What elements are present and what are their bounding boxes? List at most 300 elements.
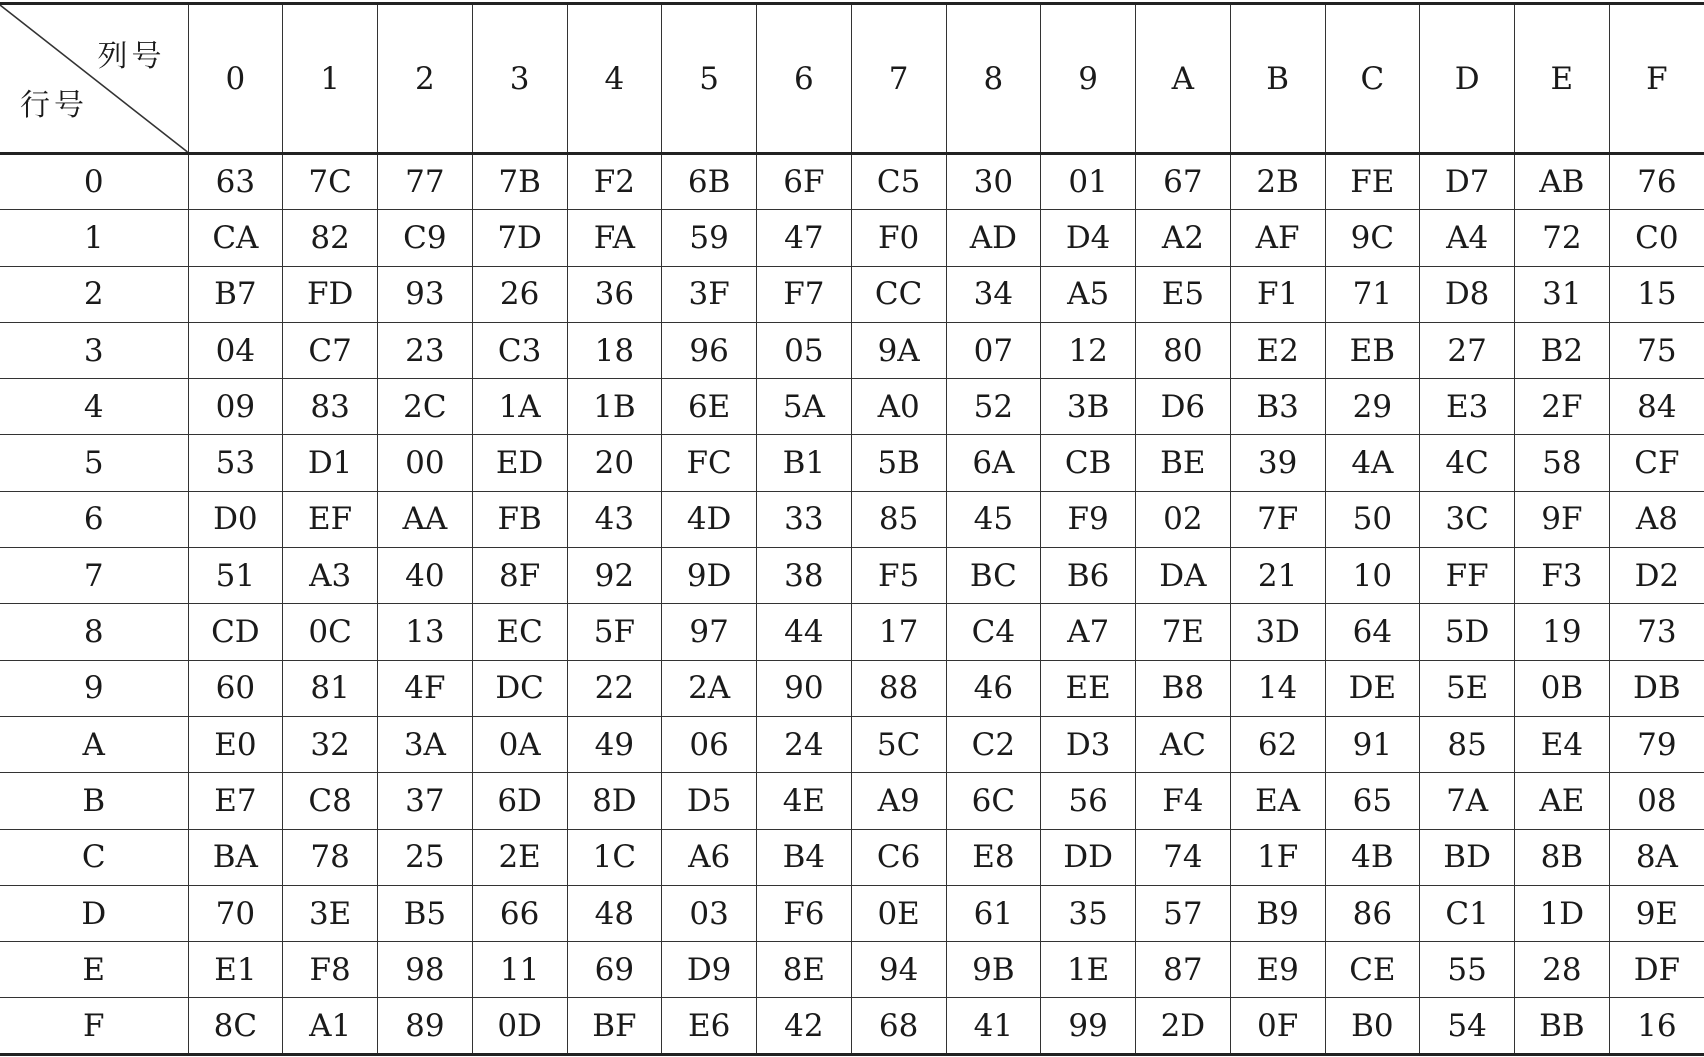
table-cell: A3 [283, 548, 378, 604]
table-cell: 50 [1325, 491, 1420, 547]
table-cell: 29 [1325, 379, 1420, 435]
table-cell: 40 [378, 548, 473, 604]
table-cell: 1E [1041, 942, 1136, 998]
row-header: 4 [0, 379, 188, 435]
table-cell: BE [1136, 435, 1231, 491]
table-row [0, 548, 1704, 604]
table-cell: 31 [1515, 266, 1610, 322]
table-cell: D9 [662, 942, 757, 998]
table-cell: DE [1325, 660, 1420, 716]
column-header: 2 [378, 4, 473, 154]
table-cell: 8A [1609, 829, 1704, 885]
table-cell: 1F [1230, 829, 1325, 885]
column-header: 3 [472, 4, 567, 154]
table-cell: F0 [851, 210, 946, 266]
table-cell: 94 [851, 942, 946, 998]
table-cell: 75 [1609, 322, 1704, 378]
table-row [0, 379, 1704, 435]
table-cell: E2 [1230, 322, 1325, 378]
table-cell: 30 [946, 154, 1041, 210]
table-cell: 3A [378, 716, 473, 772]
table-cell: 4A [1325, 435, 1420, 491]
table-cell: C2 [946, 716, 1041, 772]
table-cell: 9E [1609, 885, 1704, 941]
table-cell: 15 [1609, 266, 1704, 322]
table-row [0, 604, 1704, 660]
table-cell: 38 [757, 548, 852, 604]
table-cell: A6 [662, 829, 757, 885]
table-cell: 28 [1515, 942, 1610, 998]
column-header: 8 [946, 4, 1041, 154]
table-cell: 4D [662, 491, 757, 547]
table-cell: 0A [472, 716, 567, 772]
table-cell: E8 [946, 829, 1041, 885]
table-cell: DD [1041, 829, 1136, 885]
table-cell: CD [188, 604, 283, 660]
table-cell: BC [946, 548, 1041, 604]
sbox-table [0, 2, 1704, 1056]
column-header: D [1420, 4, 1515, 154]
table-cell: 6C [946, 773, 1041, 829]
table-cell: 13 [378, 604, 473, 660]
column-header: 4 [567, 4, 662, 154]
table-cell: 32 [283, 716, 378, 772]
table-cell: C6 [851, 829, 946, 885]
table-row [0, 660, 1704, 716]
table-cell: E9 [1230, 942, 1325, 998]
table-cell: 96 [662, 322, 757, 378]
table-cell: 20 [567, 435, 662, 491]
table-cell: 25 [378, 829, 473, 885]
table-cell: F2 [567, 154, 662, 210]
row-header: 0 [0, 154, 188, 210]
table-cell: 1A [472, 379, 567, 435]
table-cell: 2E [472, 829, 567, 885]
row-header: 2 [0, 266, 188, 322]
table-cell: 97 [662, 604, 757, 660]
table-cell: B3 [1230, 379, 1325, 435]
table-cell: B4 [757, 829, 852, 885]
table-cell: 09 [188, 379, 283, 435]
table-cell: FD [283, 266, 378, 322]
table-cell: FB [472, 491, 567, 547]
table-cell: 1C [567, 829, 662, 885]
table-cell: A8 [1609, 491, 1704, 547]
table-row [0, 716, 1704, 772]
table-cell: 34 [946, 266, 1041, 322]
column-header: F [1609, 4, 1704, 154]
row-header: 7 [0, 548, 188, 604]
table-cell: C4 [946, 604, 1041, 660]
table-cell: 92 [567, 548, 662, 604]
table-cell: C8 [283, 773, 378, 829]
table-cell: A0 [851, 379, 946, 435]
table-cell: 85 [1420, 716, 1515, 772]
table-cell: 81 [283, 660, 378, 716]
table-cell: A2 [1136, 210, 1231, 266]
table-cell: F9 [1041, 491, 1136, 547]
table-cell: B2 [1515, 322, 1610, 378]
table-cell: 27 [1420, 322, 1515, 378]
table-cell: B7 [188, 266, 283, 322]
column-header: 6 [757, 4, 852, 154]
column-number-label: 列号 [97, 39, 166, 74]
table-cell: 90 [757, 660, 852, 716]
column-header: E [1515, 4, 1610, 154]
table-cell: 5F [567, 604, 662, 660]
row-header: 3 [0, 322, 188, 378]
table-row [0, 322, 1704, 378]
table-cell: EA [1230, 773, 1325, 829]
table-cell: 11 [472, 942, 567, 998]
table-cell: C1 [1420, 885, 1515, 941]
table-cell: 8C [188, 998, 283, 1054]
column-header: 5 [662, 4, 757, 154]
table-cell: E0 [188, 716, 283, 772]
table-cell: E3 [1420, 379, 1515, 435]
table-cell: 41 [946, 998, 1041, 1054]
table-cell: 06 [662, 716, 757, 772]
table-cell: 82 [283, 210, 378, 266]
table-cell: B9 [1230, 885, 1325, 941]
table-cell: 21 [1230, 548, 1325, 604]
table-cell: C3 [472, 322, 567, 378]
table-cell: 65 [1325, 773, 1420, 829]
table-cell: 0D [472, 998, 567, 1054]
table-cell: 87 [1136, 942, 1231, 998]
table-cell: 5C [851, 716, 946, 772]
table-cell: 37 [378, 773, 473, 829]
table-cell: E1 [188, 942, 283, 998]
column-header: 9 [1041, 4, 1136, 154]
table-cell: C5 [851, 154, 946, 210]
table-cell: 19 [1515, 604, 1610, 660]
corner-cell [0, 4, 188, 154]
table-cell: 08 [1609, 773, 1704, 829]
table-cell: A1 [283, 998, 378, 1054]
diagonal-divider [0, 5, 188, 152]
row-header: 1 [0, 210, 188, 266]
table-cell: F8 [283, 942, 378, 998]
column-header: A [1136, 4, 1231, 154]
table-cell: 71 [1325, 266, 1420, 322]
table-cell: BA [188, 829, 283, 885]
table-cell: 93 [378, 266, 473, 322]
table-cell: 7F [1230, 491, 1325, 547]
table-cell: 59 [662, 210, 757, 266]
table-cell: F7 [757, 266, 852, 322]
table-cell: 47 [757, 210, 852, 266]
table-cell: 0E [851, 885, 946, 941]
table-row [0, 266, 1704, 322]
table-cell: D7 [1420, 154, 1515, 210]
table-cell: 12 [1041, 322, 1136, 378]
table-cell: B0 [1325, 998, 1420, 1054]
table-cell: 6A [946, 435, 1041, 491]
table-cell: 78 [283, 829, 378, 885]
table-cell: F5 [851, 548, 946, 604]
table-cell: 3F [662, 266, 757, 322]
table-cell: 03 [662, 885, 757, 941]
table-cell: D5 [662, 773, 757, 829]
table-cell: 9A [851, 322, 946, 378]
table-cell: FF [1420, 548, 1515, 604]
table-cell: AD [946, 210, 1041, 266]
table-cell: 0C [283, 604, 378, 660]
table-body [0, 154, 1704, 1055]
table-cell: F4 [1136, 773, 1231, 829]
table-cell: 86 [1325, 885, 1420, 941]
table-cell: DF [1609, 942, 1704, 998]
table-cell: B5 [378, 885, 473, 941]
table-cell: 4B [1325, 829, 1420, 885]
table-cell: 10 [1325, 548, 1420, 604]
table-cell: C9 [378, 210, 473, 266]
table-row [0, 998, 1704, 1054]
table-cell: D1 [283, 435, 378, 491]
table-cell: 99 [1041, 998, 1136, 1054]
table-cell: 14 [1230, 660, 1325, 716]
table-cell: 26 [472, 266, 567, 322]
table-row [0, 829, 1704, 885]
table-cell: AC [1136, 716, 1231, 772]
row-header: F [0, 998, 188, 1054]
table-cell: 7B [472, 154, 567, 210]
table-row [0, 773, 1704, 829]
table-cell: 83 [283, 379, 378, 435]
table-row [0, 942, 1704, 998]
table-cell: 17 [851, 604, 946, 660]
table-cell: 5B [851, 435, 946, 491]
table-cell: DB [1609, 660, 1704, 716]
table-cell: 7C [283, 154, 378, 210]
table-cell: 64 [1325, 604, 1420, 660]
table-cell: 63 [188, 154, 283, 210]
table-cell: CE [1325, 942, 1420, 998]
table-cell: 68 [851, 998, 946, 1054]
table-cell: 67 [1136, 154, 1231, 210]
table-cell: BD [1420, 829, 1515, 885]
table-cell: 49 [567, 716, 662, 772]
table-cell: 5D [1420, 604, 1515, 660]
table-cell: EC [472, 604, 567, 660]
table-cell: DA [1136, 548, 1231, 604]
table-cell: 42 [757, 998, 852, 1054]
table-cell: 3D [1230, 604, 1325, 660]
table-cell: 88 [851, 660, 946, 716]
table-cell: 33 [757, 491, 852, 547]
table-cell: 53 [188, 435, 283, 491]
row-header: A [0, 716, 188, 772]
table-cell: EB [1325, 322, 1420, 378]
table-cell: 07 [946, 322, 1041, 378]
table-cell: 36 [567, 266, 662, 322]
column-header: B [1230, 4, 1325, 154]
table-cell: 43 [567, 491, 662, 547]
table-cell: ED [472, 435, 567, 491]
table-cell: 1D [1515, 885, 1610, 941]
table-cell: D2 [1609, 548, 1704, 604]
table-cell: 4C [1420, 435, 1515, 491]
table-cell: F6 [757, 885, 852, 941]
table-row [0, 491, 1704, 547]
table-cell: 57 [1136, 885, 1231, 941]
table-cell: 9D [662, 548, 757, 604]
table-cell: 55 [1420, 942, 1515, 998]
table-cell: 4F [378, 660, 473, 716]
table-cell: E7 [188, 773, 283, 829]
table-cell: C7 [283, 322, 378, 378]
table-cell: 8E [757, 942, 852, 998]
table-cell: 7E [1136, 604, 1231, 660]
table-row [0, 154, 1704, 210]
table-cell: 98 [378, 942, 473, 998]
table-row [0, 210, 1704, 266]
table-cell: F1 [1230, 266, 1325, 322]
table-cell: B8 [1136, 660, 1231, 716]
table-cell: FE [1325, 154, 1420, 210]
table-cell: CB [1041, 435, 1136, 491]
table-cell: 2A [662, 660, 757, 716]
table-cell: D8 [1420, 266, 1515, 322]
table-cell: 79 [1609, 716, 1704, 772]
table-cell: 74 [1136, 829, 1231, 885]
table-cell: 04 [188, 322, 283, 378]
table-cell: 18 [567, 322, 662, 378]
table-cell: E5 [1136, 266, 1231, 322]
table-cell: 77 [378, 154, 473, 210]
table-cell: 3C [1420, 491, 1515, 547]
table-cell: 2F [1515, 379, 1610, 435]
row-header: 5 [0, 435, 188, 491]
table-cell: 56 [1041, 773, 1136, 829]
table-cell: 54 [1420, 998, 1515, 1054]
table-cell: 61 [946, 885, 1041, 941]
table-cell: A9 [851, 773, 946, 829]
table-cell: 91 [1325, 716, 1420, 772]
table-cell: 00 [378, 435, 473, 491]
table-cell: 01 [1041, 154, 1136, 210]
table-cell: 5A [757, 379, 852, 435]
row-header: 6 [0, 491, 188, 547]
table-cell: 52 [946, 379, 1041, 435]
table-cell: A7 [1041, 604, 1136, 660]
table-cell: 6F [757, 154, 852, 210]
table-cell: D3 [1041, 716, 1136, 772]
table-cell: 80 [1136, 322, 1231, 378]
header-row [0, 4, 1704, 154]
table-cell: AF [1230, 210, 1325, 266]
row-header: D [0, 885, 188, 941]
table-cell: 35 [1041, 885, 1136, 941]
table-cell: 05 [757, 322, 852, 378]
table-cell: FA [567, 210, 662, 266]
table-cell: D6 [1136, 379, 1231, 435]
table-cell: 16 [1609, 998, 1704, 1054]
table-cell: CF [1609, 435, 1704, 491]
table-cell: B1 [757, 435, 852, 491]
table-row [0, 435, 1704, 491]
table-cell: 2B [1230, 154, 1325, 210]
table-cell: 9C [1325, 210, 1420, 266]
table-cell: 70 [188, 885, 283, 941]
table-cell: 8F [472, 548, 567, 604]
table-cell: 72 [1515, 210, 1610, 266]
table-cell: 7A [1420, 773, 1515, 829]
table-cell: A4 [1420, 210, 1515, 266]
table-cell: 48 [567, 885, 662, 941]
table-cell: 84 [1609, 379, 1704, 435]
row-header: 9 [0, 660, 188, 716]
table-cell: 7D [472, 210, 567, 266]
table-cell: 46 [946, 660, 1041, 716]
table-cell: 0B [1515, 660, 1610, 716]
table-cell: 58 [1515, 435, 1610, 491]
table-cell: FC [662, 435, 757, 491]
table-cell: 1B [567, 379, 662, 435]
table-cell: 89 [378, 998, 473, 1054]
table-cell: E6 [662, 998, 757, 1054]
table-cell: AB [1515, 154, 1610, 210]
column-header: C [1325, 4, 1420, 154]
table-cell: CA [188, 210, 283, 266]
table-cell: 8B [1515, 829, 1610, 885]
table-cell: BF [567, 998, 662, 1054]
table-cell: 23 [378, 322, 473, 378]
table-cell: EE [1041, 660, 1136, 716]
table-cell: 5E [1420, 660, 1515, 716]
table-cell: 45 [946, 491, 1041, 547]
table-cell: 2C [378, 379, 473, 435]
table-cell: B6 [1041, 548, 1136, 604]
table-cell: 24 [757, 716, 852, 772]
table-cell: 44 [757, 604, 852, 660]
table-cell: 22 [567, 660, 662, 716]
table-cell: 69 [567, 942, 662, 998]
table-cell: 6D [472, 773, 567, 829]
table-cell: 02 [1136, 491, 1231, 547]
table-cell: 39 [1230, 435, 1325, 491]
table-cell: 3E [283, 885, 378, 941]
table-cell: EF [283, 491, 378, 547]
table-cell: AE [1515, 773, 1610, 829]
table-cell: 85 [851, 491, 946, 547]
row-header: B [0, 773, 188, 829]
column-header: 7 [851, 4, 946, 154]
table-cell: AA [378, 491, 473, 547]
table-cell: 2D [1136, 998, 1231, 1054]
table-cell: 6E [662, 379, 757, 435]
table-cell: DC [472, 660, 567, 716]
row-header: C [0, 829, 188, 885]
row-header: 8 [0, 604, 188, 660]
table-cell: 3B [1041, 379, 1136, 435]
table-cell: 8D [567, 773, 662, 829]
table-cell: BB [1515, 998, 1610, 1054]
table-cell: 0F [1230, 998, 1325, 1054]
column-header: 0 [188, 4, 283, 154]
table-cell: E4 [1515, 716, 1610, 772]
column-header: 1 [283, 4, 378, 154]
table-cell: 9F [1515, 491, 1610, 547]
table-cell: 51 [188, 548, 283, 604]
table-cell: 73 [1609, 604, 1704, 660]
table-row [0, 885, 1704, 941]
row-number-label: 行号 [20, 88, 88, 123]
table-cell: 62 [1230, 716, 1325, 772]
row-header: E [0, 942, 188, 998]
table-cell: A5 [1041, 266, 1136, 322]
